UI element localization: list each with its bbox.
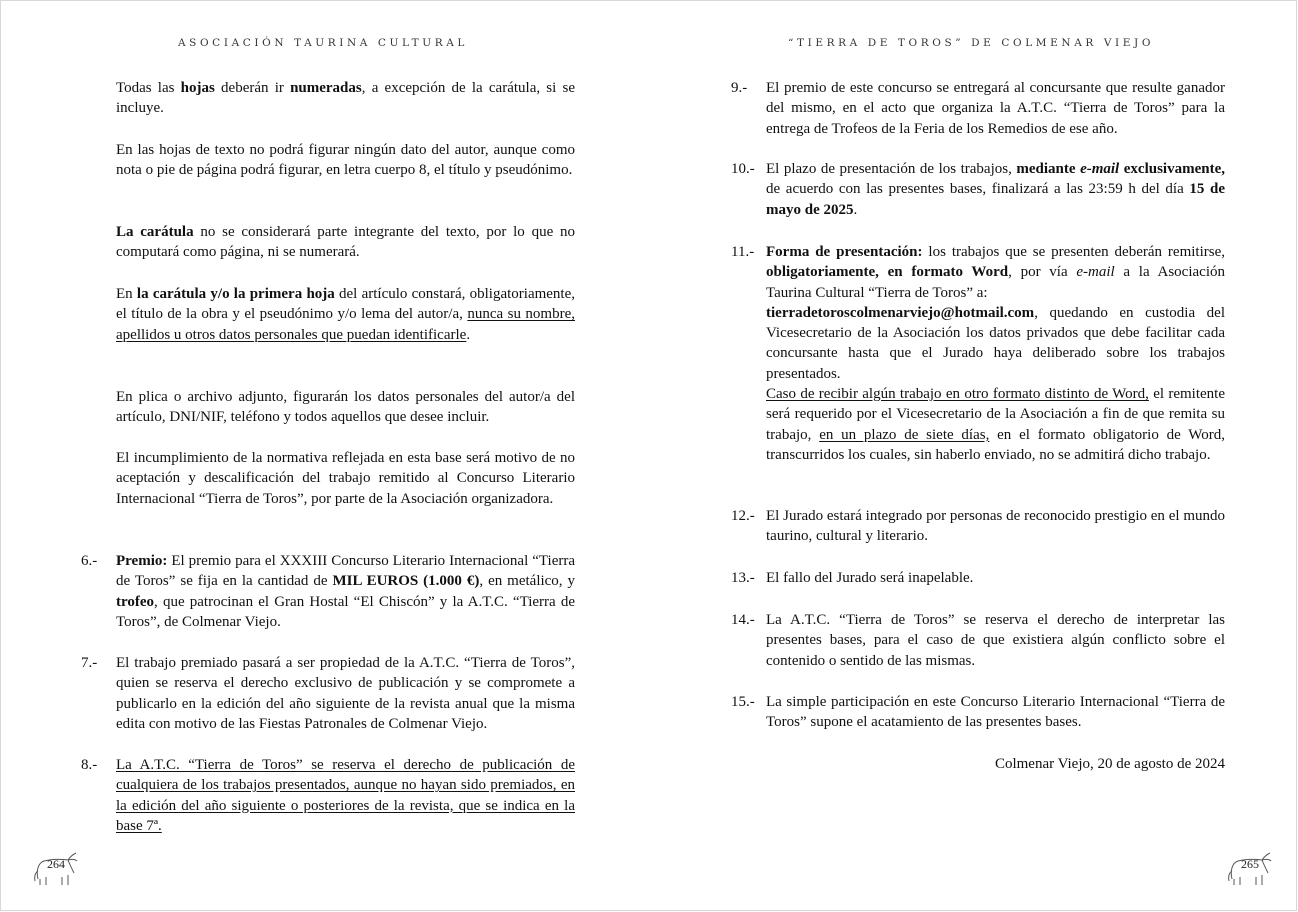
rule-interpretation: La A.T.C. “Tierra de Toros” se reserva el derecho de interpretar las presentes bases, para el caso de que existiera algún conflicto sobre el contenido o sentido de las mismas. (766, 612, 1225, 669)
rule-jury: El Jurado estará integrado por personas de reconocido prestigio en el mundo taurino, cultural y literario. (766, 508, 1225, 545)
rule-prize-ownership: El trabajo premiado pasará a ser propiedad de la A.T.C. “Tierra de Toros”, quien se reserva el derecho exclusivo de publicación y se compromete a publicarlo en la edición del año siguiente de la revista anual que la misma edita con motivo de las Fiestas Patronales de Colmenar Viejo. (116, 655, 575, 732)
running-head-left: ASOCIACIÓN TAURINA CULTURAL (178, 37, 468, 49)
folio-right (1226, 847, 1274, 887)
contact-email: tierradetoroscolmenarviejo@hotmail.com (766, 304, 1035, 321)
rule-no-author-data: En las hojas de texto no podrá figurar ningún dato del autor, aunque como nota o pie de página podrá figurar, en letra cuerpo 8, el título y pseudónimo. (116, 142, 575, 179)
item-number: 13.- (731, 570, 755, 586)
rule-noncompliance: El incumplimiento de la normativa reflejada en esta base será motivo de no aceptación y descalificación del trabajo remitido al Concurso Literario Internacional “Tierra de Toros”, por parte de la Asociación organizadora. (116, 450, 575, 507)
item-number: 12.- (731, 508, 755, 524)
right-page (650, 1, 1298, 911)
rule-award-ceremony: El premio de este concurso se entregará al concursante que resulte ganador del mismo, en el acto que organiza la A.T.C. “Tierra de Toros” para la entrega de Trofeos de la Feria de los Remedios de ese año. (766, 80, 1225, 137)
rule-pages-numbered: Todas las hojas deberán ir numeradas, a excepción de la carátula, si se incluye. (116, 80, 575, 117)
item-number: 7.- (81, 655, 98, 671)
page-number: 265 (1241, 857, 1259, 871)
date-line: Colmenar Viejo, 20 de agosto de 2024 (994, 756, 1225, 772)
rule-publication-rights: La A.T.C. “Tierra de Toros” se reserva el derecho de publicación de cualquiera de los trabajos presentados, aunque no hayan sido premiados, en la edición del año siguiente o posteriores de la revista, que se indica en la base 7ª. (116, 757, 575, 834)
rule-verdict-final: El fallo del Jurado será inapelable. (766, 570, 974, 586)
item-number: 10.- (731, 161, 755, 177)
rule-prize: Premio: El premio para el XXXIII Concurso Literario Internacional “Tierra de Toros” se fija en la cantidad de MIL EUROS (1.000 €), en metálico, y trofeo, que patrocinan el Gran Hostal “El Chiscón” y la A.T.C. “Tierra de Toros”, de Colmenar Viejo. (116, 553, 575, 630)
item-number: 9.- (731, 80, 748, 96)
item-number: 14.- (731, 612, 755, 628)
left-page (1, 1, 650, 911)
item-number: 11.- (731, 244, 755, 260)
item-number: 15.- (731, 694, 755, 710)
folio-left (32, 847, 80, 887)
rule-personal-data: En plica o archivo adjunto, figurarán los datos personales del autor/a del artículo, DNI/NIF, teléfono y todos aquellos que desee incluir. (116, 389, 575, 426)
rule-cover-content: En la carátula y/o la primera hoja del artículo constará, obligatoriamente, el título de la obra y el pseudónimo y/o lema del autor/a, nunca su nombre, apellidos u otros datos personales que puedan identificarle. (116, 286, 575, 343)
page-number: 264 (47, 857, 65, 871)
rule-deadline: El plazo de presentación de los trabajos, mediante e-mail exclusivamente, de acuerdo con las presentes bases, finalizará a las 23:59 h del día 15 de mayo de 2025. (766, 161, 1225, 218)
rule-acceptance: La simple participación en este Concurso Literario Internacional “Tierra de Toros” supone el acatamiento de las presentes bases. (766, 694, 1225, 731)
item-number: 6.- (81, 553, 98, 569)
rule-submission-form: Forma de presentación: los trabajos que se presenten deberán remitirse, obligatoriamente, en formato Word, por vía e-mail a la Asociación Taurina Cultural “Tierra de Toros” a: tierradetoroscolmenarviejo@hotmail.com, quedando en custodia del Vicesecretario de la Asociación los datos privados que debe facilitar cada concursante hasta que el Jurado haya deliberado sobre los trabajos presentados. Caso de recibir algún trabajo en otro formato distinto de Word, el remitente será requerido por el Vicesecretario de la Asociación a fin de que remita su trabajo, en un plazo de siete días, en el formato obligatorio de Word, transcurridos los cuales, sin haberlo enviado, no se admitirá dicho trabajo. (766, 244, 1225, 463)
running-head-right: “TIERRA DE TOROS” DE COLMENAR VIEJO (788, 37, 1155, 49)
rule-cover-page: La carátula no se considerará parte integrante del texto, por lo que no computará como página, ni se numerará. (116, 224, 575, 261)
item-number: 8.- (81, 757, 98, 773)
